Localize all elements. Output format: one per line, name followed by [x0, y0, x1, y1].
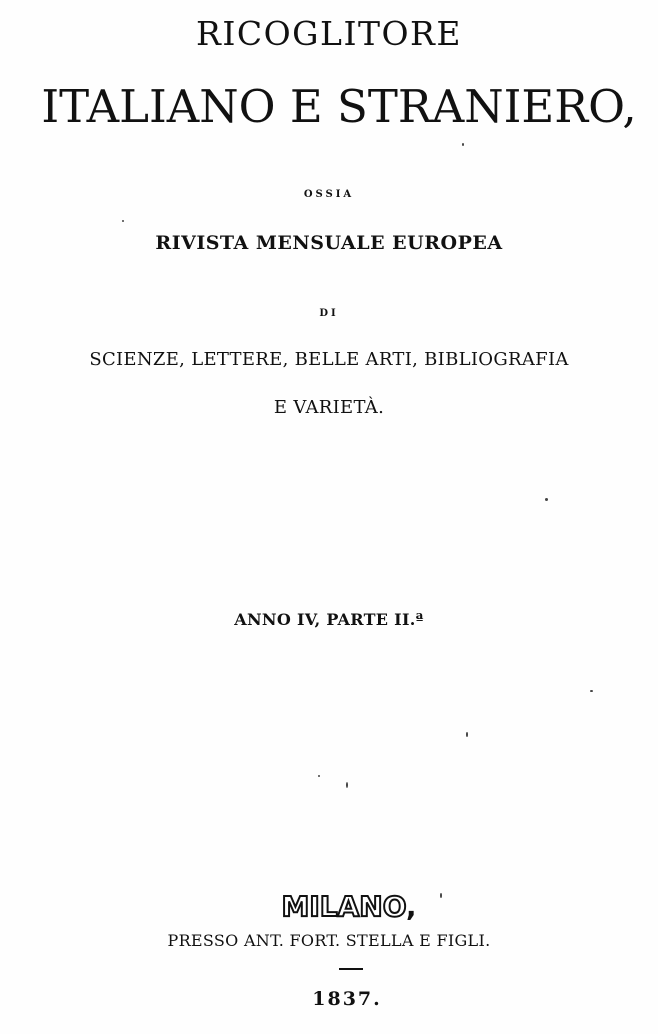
title-line-1: RICOGLITORE [196, 14, 462, 53]
imprint-publisher: PRESSO ANT. FORT. STELLA E FIGLI. [167, 931, 491, 950]
imprint-city [20, 890, 658, 923]
volume-designation: ANNO IV, PARTE II.ª [234, 610, 424, 629]
connector-ossia: OSSIA [303, 189, 355, 200]
imprint-year: 1837. [312, 988, 382, 1010]
connector-di: DI [319, 308, 339, 319]
subtitle: RIVISTA MENSUALE EUROPEA [155, 232, 503, 254]
scan-speck [122, 220, 124, 222]
title-line-2: ITALIANO E STRANIERO, [41, 80, 637, 133]
scan-speck [545, 498, 548, 501]
scan-speck [318, 775, 320, 777]
scan-speck [590, 690, 593, 692]
imprint-city-punct: , [405, 890, 417, 923]
scan-speck [440, 893, 442, 898]
scan-speck [346, 782, 348, 788]
scan-speck [466, 732, 468, 737]
subjects-line-2: E VARIETÀ. [273, 397, 385, 418]
imprint-city-name: MILANO [281, 890, 406, 923]
subjects-line-1: SCIENZE, LETTERE, BELLE ARTI, BIBLIOGRAFIA [89, 349, 569, 370]
imprint-divider [339, 968, 363, 970]
scan-speck [462, 143, 464, 146]
